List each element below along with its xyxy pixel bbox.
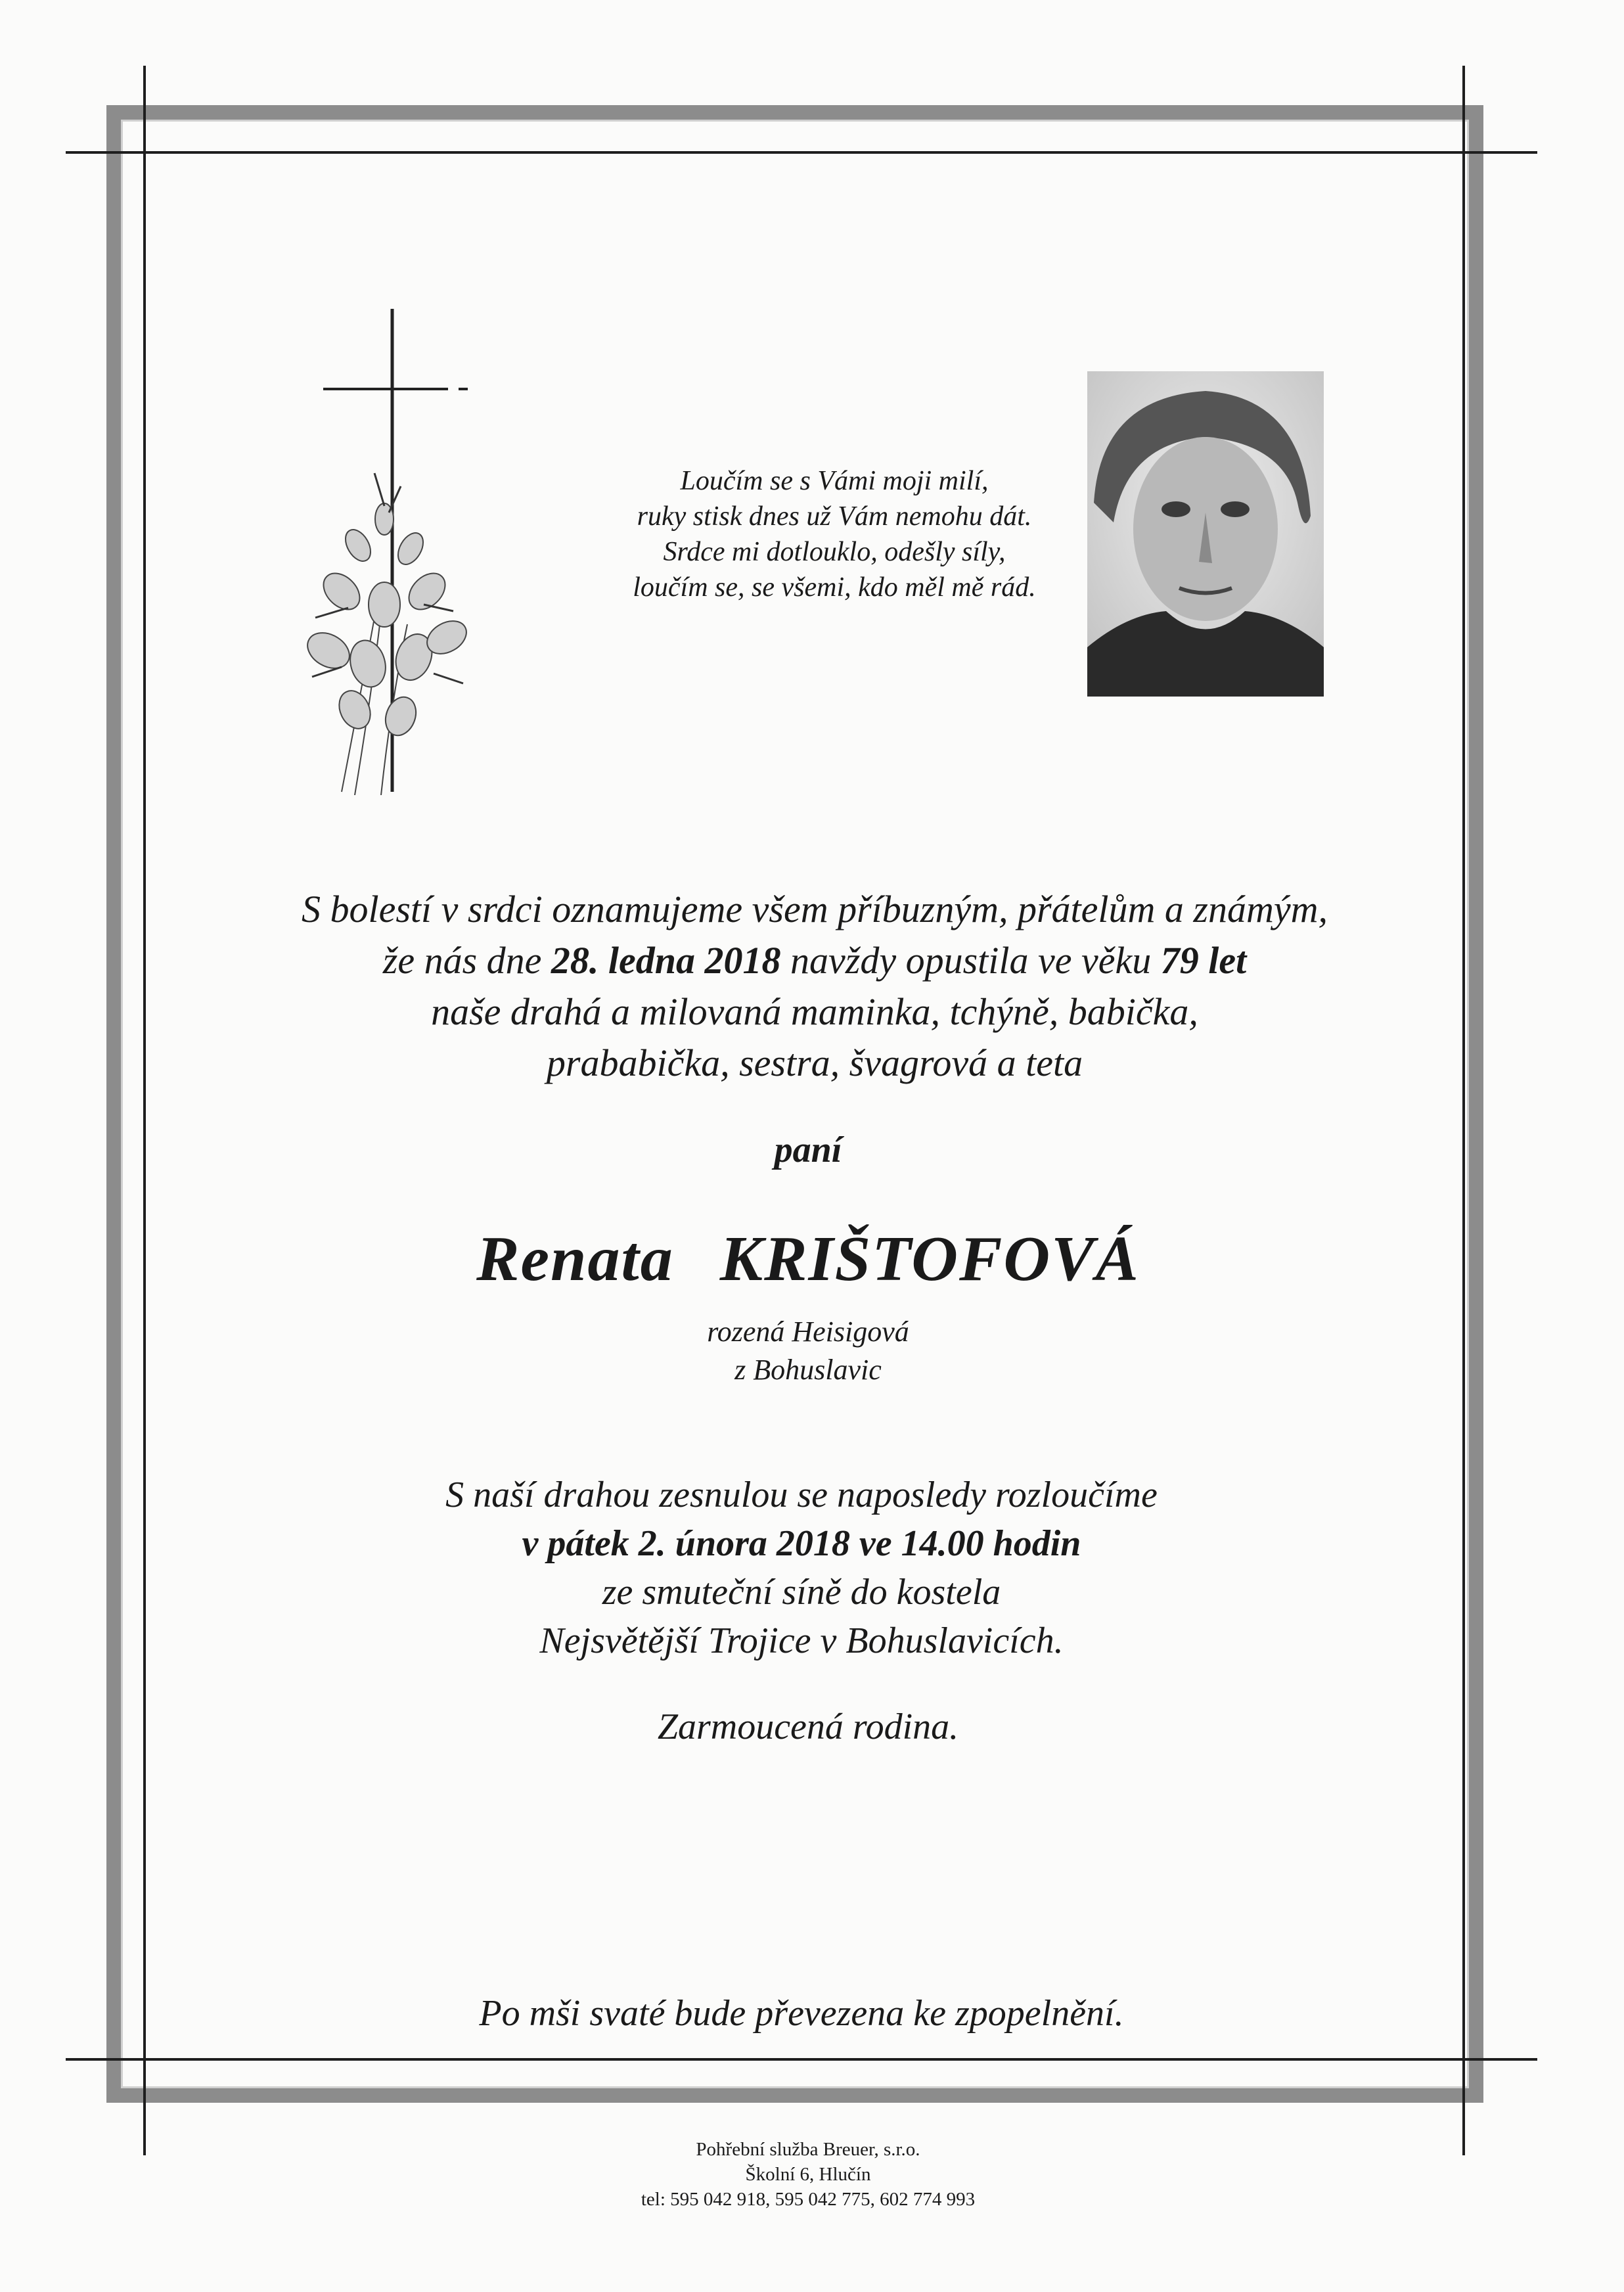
age: 79 let [1160,939,1247,982]
announcement-line: prababička, sestra, švagrová a teta [546,1042,1083,1084]
company-name: Pohřební služba Breuer, s.r.o. [696,2139,920,2160]
funeral-line: ze smuteční síně do kostela [602,1572,1001,1613]
cremation-note: Po mši svaté bude převezena ke zpopelnění. [479,1993,1124,2034]
first-name: Renata [476,1224,674,1295]
origin: z Bohuslavic [734,1354,882,1386]
salutation: paní [774,1130,842,1170]
deceased-name [328,1222,1288,1296]
funeral-datetime [263,1519,1340,1568]
funeral-line: Nejsvětější Trojice v Bohuslavicích. [539,1620,1064,1661]
verse-line: ruky stisk dnes už Vám nemohu dát. [637,501,1032,532]
verse-line: Srdce mi dotlouklo, odešly síly, [663,537,1006,567]
funeral-details [263,1471,1340,1665]
announcement-line [197,935,1432,986]
company-address: Školní 6, Hlučín [745,2164,871,2185]
bottom-rule [66,2058,1537,2061]
verse-line: Loučím se s Vámi moji milí, [680,466,989,496]
date-of-death: 28. ledna 2018 [551,939,781,982]
announcement-line: S bolestí v srdci oznamujeme všem příbuzným, přátelům a známým, [301,888,1328,930]
farewell-verse [539,463,1130,605]
announcement [197,884,1432,1089]
surname: KRIŠTOFOVÁ [719,1224,1140,1295]
announcement-line: naše drahá a milovaná maminka, tchýně, babička, [431,990,1198,1033]
portrait-photo [1087,371,1324,697]
funeral-line: S naší drahou zesnulou se naposledy rozloučíme [445,1475,1158,1515]
left-rule [143,66,146,2155]
company-phones: tel: 595 042 918, 595 042 775, 602 774 993 [641,2189,976,2210]
top-rule [66,151,1537,154]
funeral-service-footer [460,2137,1156,2212]
funeral-datetime-text: v pátek 2. února 2018 ve 14.00 hodin [522,1523,1081,1564]
cross-with-lilies-icon [276,309,486,795]
verse-line: loučím se, se všemi, kdo měl mě rád. [633,572,1036,603]
right-rule [1462,66,1465,2155]
maiden-info [526,1313,1091,1389]
maiden-name: rozená Heisigová [707,1316,909,1348]
announcement-text: že nás dne [382,939,542,982]
announcement-text: navždy opustila ve věku [790,939,1152,982]
signature: Zarmoucená rodina. [657,1707,959,1747]
